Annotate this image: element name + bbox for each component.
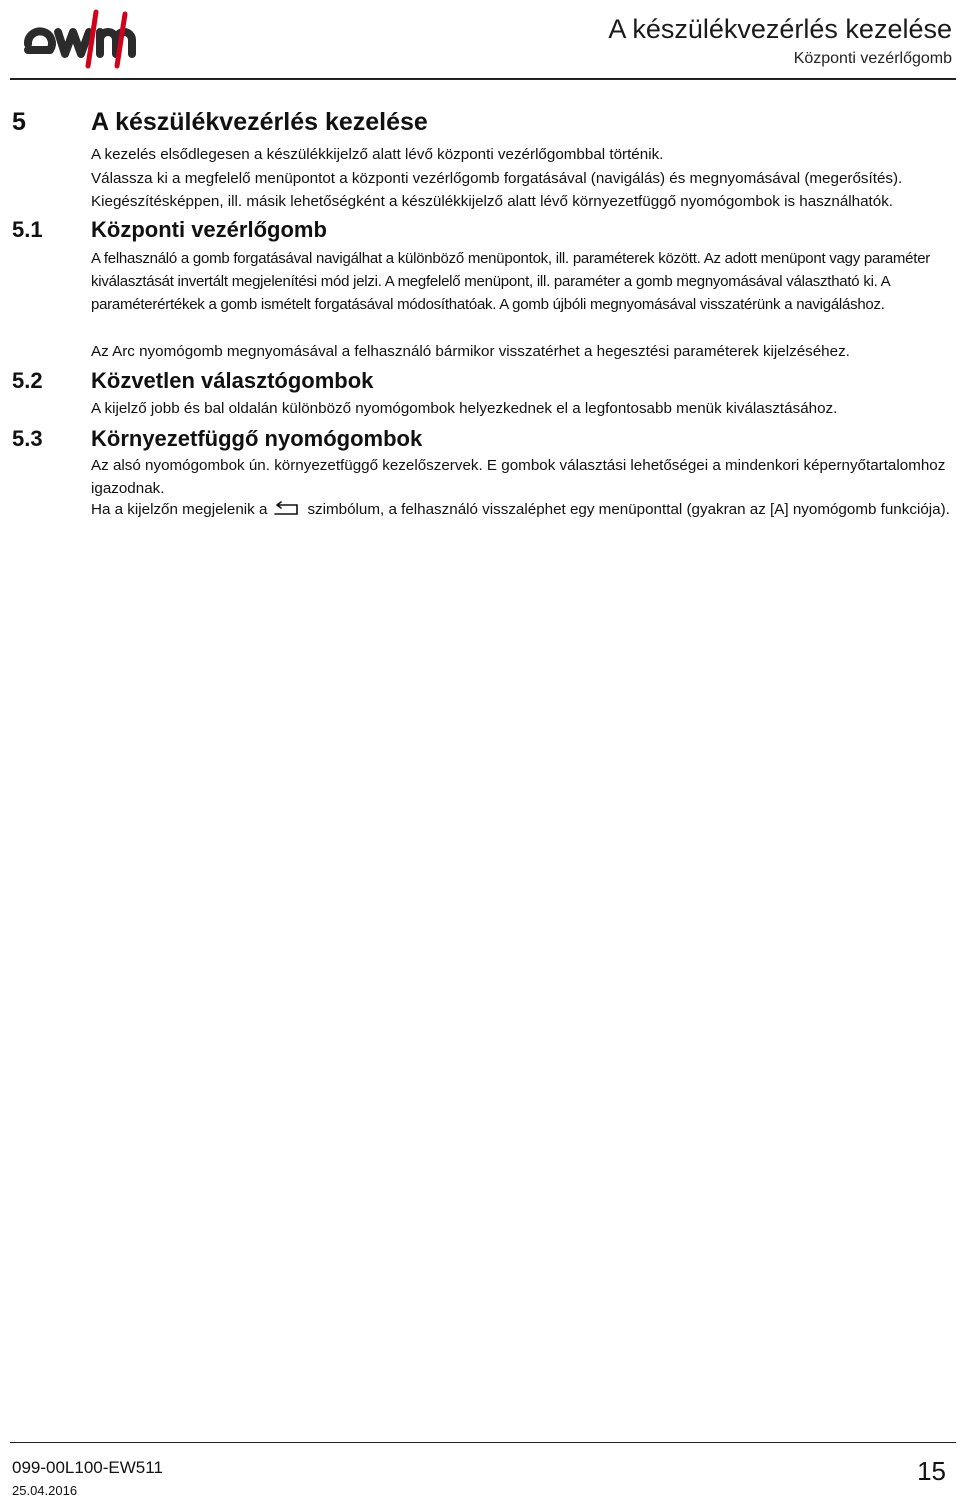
- subsection-title: Közvetlen választógombok: [91, 368, 374, 393]
- subsection-title: Központi vezérlőgomb: [91, 217, 327, 242]
- icon-sentence-before: Ha a kijelzőn megjelenik a: [91, 501, 268, 518]
- subsection-5-1-paragraph-1: A felhasználó a gomb forgatásával navigálhat a különböző menüpontok, ill. paraméterek között. Az adott menüpont vagy paraméter kiválasztását invertált megjelenítési mód jelzi. A megfelelő menüpont, ill. paraméter a gomb megnyomásával választható ki. A paraméterértékek a gomb ismételt forgatásával módosíthatóak. A gomb újbóli megnyomásával visszatérünk a navigáláshoz.: [91, 250, 931, 313]
- footer-date: 25.04.2016: [12, 1483, 78, 1498]
- section-paragraph-2: Válassza ki a megfelelő menüpontot a központi vezérlőgomb forgatásával (navigálás) és megnyomásával (megerősítés). Kiegészítésképpen, ill. másik lehetőségként a készülékkijelző alatt lévő környezetfüggő nyomógombok is használhatók.: [91, 170, 903, 210]
- icon-sentence-after: szimbólum, a felhasználó visszaléphet egy menüponttal (gyakran az [A] nyomógomb funkciója).: [307, 501, 950, 518]
- subsection-5-2-paragraph-1: A kijelző jobb és bal oldalán különböző nyomógombok helyezkednek el a legfontosabb menük kiválasztásához.: [91, 400, 838, 417]
- header-subtitle: Központi vezérlőgomb: [793, 50, 952, 67]
- section-paragraph-1: A kezelés elsődlegesen a készülékkijelző alatt lévő központi vezérlőgombbal történik.: [91, 146, 664, 163]
- return-arrow-icon: [271, 501, 301, 519]
- subsection-heading-5-1: [12, 217, 327, 243]
- subsection-5-3-icon-sentence: [91, 498, 951, 521]
- footer-page-number: 15: [917, 1456, 946, 1486]
- footer-doc-number: 099-00L100-EW511: [12, 1458, 163, 1477]
- section-number: 5: [12, 108, 26, 136]
- subsection-number: 5.2: [12, 368, 43, 393]
- subsection-5-3-paragraph-1: Az alsó nyomógombok ún. környezetfüggő kezelőszervek. E gombok választási lehetőségei a mindenkori képernyőtartalomhoz igazodnak.: [91, 457, 946, 497]
- subsection-number: 5.1: [12, 217, 43, 242]
- footer-divider: [10, 1442, 956, 1443]
- ewm-logo: [22, 8, 162, 70]
- subsection-title: Környezetfüggő nyomógombok: [91, 426, 423, 451]
- subsection-heading-5-3: [12, 426, 422, 452]
- header-divider: [10, 78, 956, 80]
- section-heading: [12, 108, 428, 137]
- section-title: A készülékvezérlés kezelése: [91, 108, 428, 136]
- subsection-heading-5-2: [12, 368, 373, 394]
- header-title: A készülékvezérlés kezelése: [608, 14, 952, 44]
- subsection-number: 5.3: [12, 426, 43, 451]
- subsection-5-1-paragraph-2: Az Arc nyomógomb megnyomásával a felhasználó bármikor visszatérhet a hegesztési paraméterek kijelzéséhez.: [91, 343, 850, 360]
